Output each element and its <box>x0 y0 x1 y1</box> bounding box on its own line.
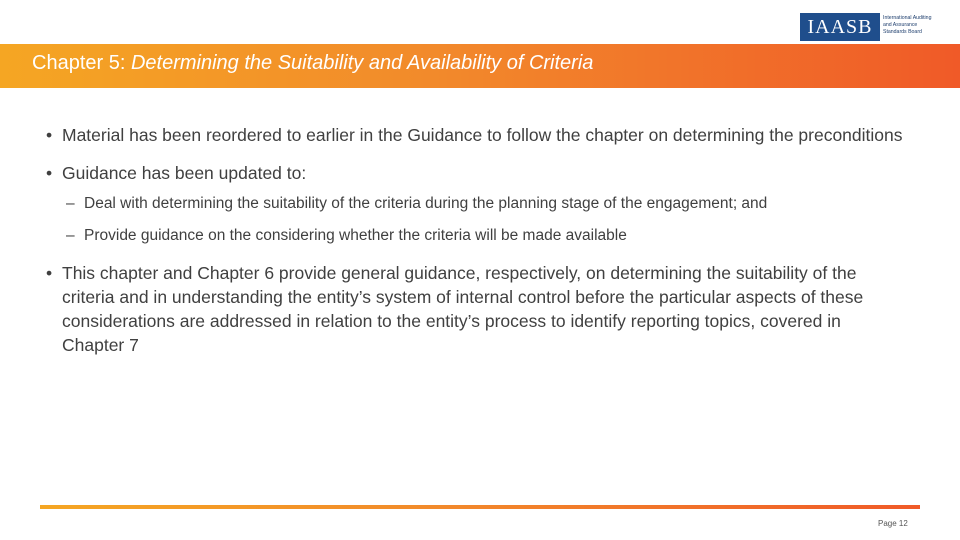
logo-org-name <box>883 15 945 36</box>
title-italic: Determining the Suitability and Availability of Criteria <box>130 52 594 74</box>
page-number: Page 12 <box>878 519 908 528</box>
iaasb-logo <box>800 13 944 41</box>
sub-bullet-2-2: – Provide guidance on the considering whether the criteria will be made available <box>46 225 906 247</box>
logo-line-2: and Assurance <box>883 22 918 28</box>
slide-title <box>32 52 593 75</box>
sub-bullet-2-1: – Deal with determining the suitability of the criteria during the planning stage of the engagement; and <box>46 193 906 215</box>
logo-wordmark: IAASB <box>800 13 880 41</box>
title-prefix: Chapter 5: <box>32 52 131 74</box>
slide-body <box>46 123 906 357</box>
bullet-1: • Material has been reordered to earlier in the Guidance to follow the chapter on determining the preconditions <box>46 123 906 147</box>
logo-line-1: International Auditing <box>883 15 932 21</box>
logo-line-3: Standards Board <box>883 29 922 35</box>
footer-divider <box>40 505 920 509</box>
bullet-2: • Guidance has been updated to: <box>46 161 906 185</box>
bullet-3: • This chapter and Chapter 6 provide general guidance, respectively, on determining the suitability of the criteria and in understanding the entity’s system of internal control before the particular aspects of these considerations are addressed in relation to the entity’s process to identify reporting topics, covered in Chapter 7 <box>46 261 906 357</box>
